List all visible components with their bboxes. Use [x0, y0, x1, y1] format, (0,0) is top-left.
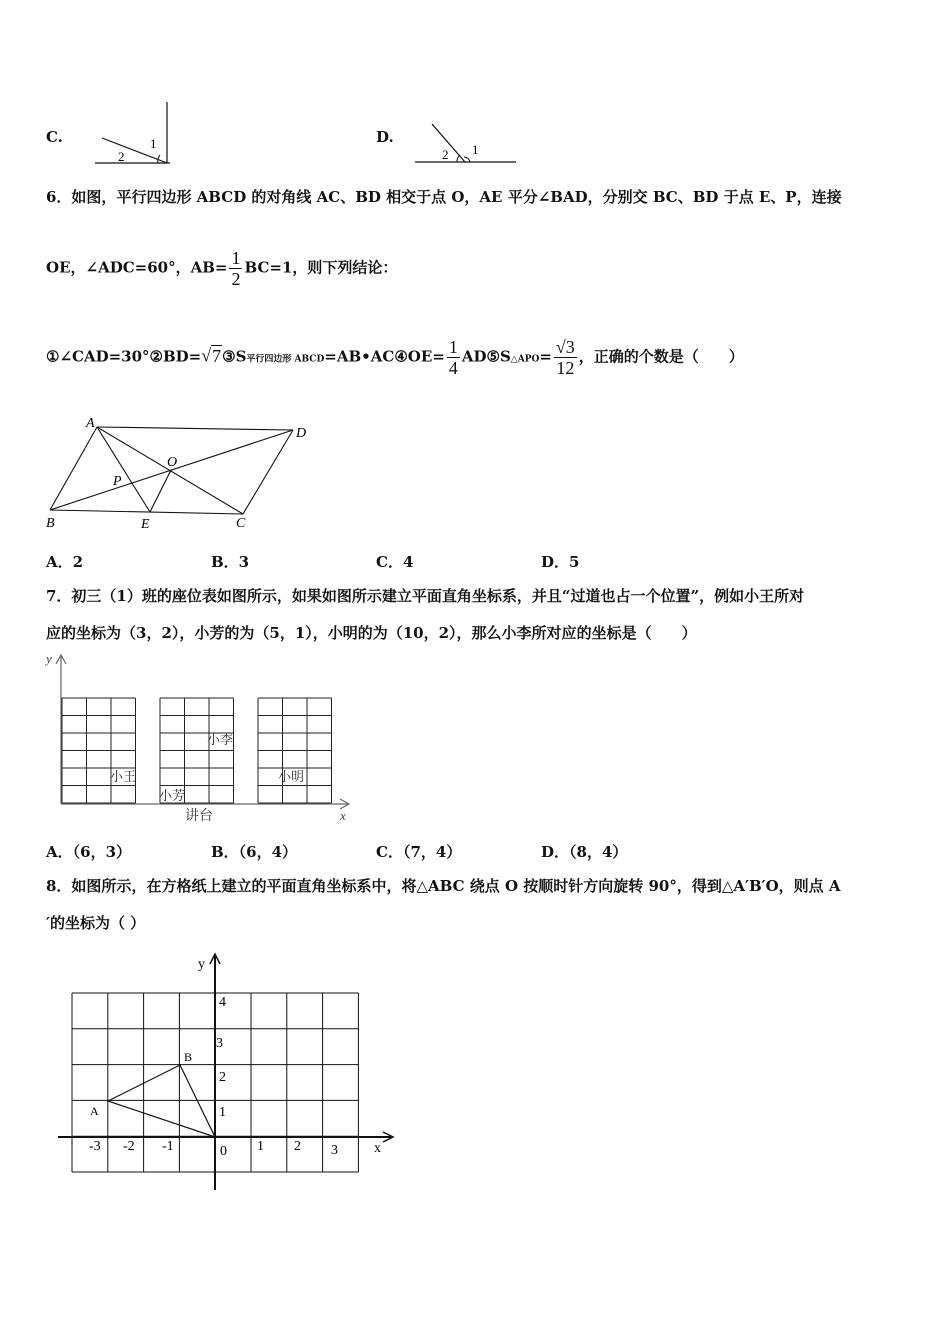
coordinate-grid-figure: [56, 950, 401, 1195]
y-axis-label: y: [46, 651, 52, 666]
q8-y-axis-label: y: [198, 957, 205, 972]
q6-frac-quarter: [447, 337, 460, 378]
q6-sub-apo: △APO: [510, 354, 540, 365]
vertex-d: D: [296, 426, 307, 441]
vertex-a: A: [86, 416, 95, 431]
sqrt-radicand: 3: [565, 337, 575, 357]
x-tick-1: 1: [257, 1139, 264, 1154]
point-p: P: [113, 474, 122, 489]
y-tick-3: 3: [216, 1036, 223, 1051]
frac-den: 4: [448, 358, 458, 378]
q6-option-c: C．4: [376, 553, 414, 571]
seat-xiaofang: 小芳: [159, 788, 186, 803]
q6-stmt-1-2: ①∠CAD=30°②BD=: [46, 347, 202, 366]
q6-line1: 6．如图，平行四边形 ABCD 的对角线 AC、BD 相交于点 O，AE 平分∠BAD，分别交 BC、BD 于点 E、P，连接: [46, 188, 842, 206]
q6-line2: [46, 248, 397, 289]
seat-xiaoli: 小李: [207, 732, 234, 747]
q7-option-c: C．（7，4）: [376, 843, 462, 861]
q6-option-a: A．2: [46, 553, 84, 571]
q7-option-d: D．（8，4）: [541, 843, 628, 861]
seating-chart-figure: [40, 648, 360, 826]
point-o: O: [167, 455, 178, 470]
seat-grid-group: [62, 698, 332, 803]
q7-option-b: B．（6，4）: [211, 843, 298, 861]
option-c-label: C.: [46, 128, 63, 146]
frac-den: 12: [556, 358, 575, 378]
point-e: E: [141, 517, 150, 532]
q7-line2: 应的坐标为（3，2），小芳的为（5，1），小明的为（10，2），那么小李所对应的坐标是（ ）: [46, 624, 697, 642]
vertex-b: B: [46, 516, 55, 531]
x-tick-neg2: -2: [123, 1139, 135, 1154]
q6-line2-post: BC=1，则下列结论：: [244, 258, 398, 277]
y-tick-1: 1: [219, 1105, 226, 1120]
y-tick-4: 4: [219, 995, 226, 1010]
q7-option-a: A．（6，3）: [46, 843, 132, 861]
x-tick-3: 3: [331, 1143, 338, 1158]
q6-frac-half: [229, 248, 242, 289]
q6-line2-pre: OE，∠ADC=60°，AB=: [46, 258, 228, 277]
q6-option-d: D．5: [541, 553, 580, 571]
x-tick-neg1: -1: [162, 1139, 174, 1154]
q6-stmt-3-4: =AB•AC④OE=: [324, 347, 445, 366]
vertex-c: C: [236, 516, 246, 531]
frac-den: 2: [231, 269, 241, 289]
option-d-label: D.: [376, 128, 394, 146]
q8-line1: 8．如图所示，在方格纸上建立的平面直角坐标系中，将△ABC 绕点 O 按顺时针方向旋转 90°，得到△A′B′O，则点 A: [46, 877, 841, 895]
seat-xiaoming: 小明: [278, 769, 305, 784]
x-tick-neg3: -3: [89, 1139, 101, 1154]
q6-sub-parallelogram: 平行四边形 ABCD: [246, 354, 325, 365]
angle-c-label-2: 2: [118, 149, 125, 164]
frac-num: 1: [448, 337, 458, 357]
q6-option-b: B．3: [211, 553, 250, 571]
label-point-a: A: [90, 1104, 99, 1118]
angle-c-label-1: 1: [150, 136, 157, 151]
x-axis-label: x: [340, 808, 346, 823]
q6-line3: [46, 337, 744, 378]
sqrt-7: √7: [201, 345, 222, 366]
frac-num: √3: [555, 337, 575, 357]
parallelogram-figure: [40, 410, 320, 538]
angle-d-label-2: 2: [442, 147, 449, 162]
angle-figure-c: [90, 100, 180, 170]
x-tick-2: 2: [294, 1139, 301, 1154]
angle-figure-d: [410, 118, 520, 168]
y-tick-2: 2: [219, 1070, 226, 1085]
q7-line1: 7．初三（1）班的座位表如图所示，如果如图所示建立平面直角坐标系，并且“过道也占一个位置”，例如小王所对: [46, 587, 805, 605]
label-point-b: B: [184, 1050, 193, 1064]
q6-question-tail: ，正确的个数是（ ）: [578, 347, 744, 366]
origin-label: 0: [220, 1144, 227, 1159]
angle-d-label-1: 1: [472, 142, 479, 157]
q6-equals: =: [539, 347, 552, 366]
seat-xiaowang: 小王: [110, 769, 137, 784]
podium-label: 讲台: [185, 809, 213, 824]
q6-stmt-3: ③S: [222, 347, 247, 366]
q6-stmt-5: AD⑤S: [461, 347, 511, 366]
q8-x-axis-label: x: [374, 1141, 381, 1156]
sqrt-radicand: 7: [212, 345, 222, 366]
frac-num: 1: [231, 248, 241, 268]
triangle-abo: [108, 1065, 215, 1137]
q8-line2: ′的坐标为（ ）: [46, 914, 146, 932]
q6-frac-sqrt3-12: [554, 337, 577, 378]
